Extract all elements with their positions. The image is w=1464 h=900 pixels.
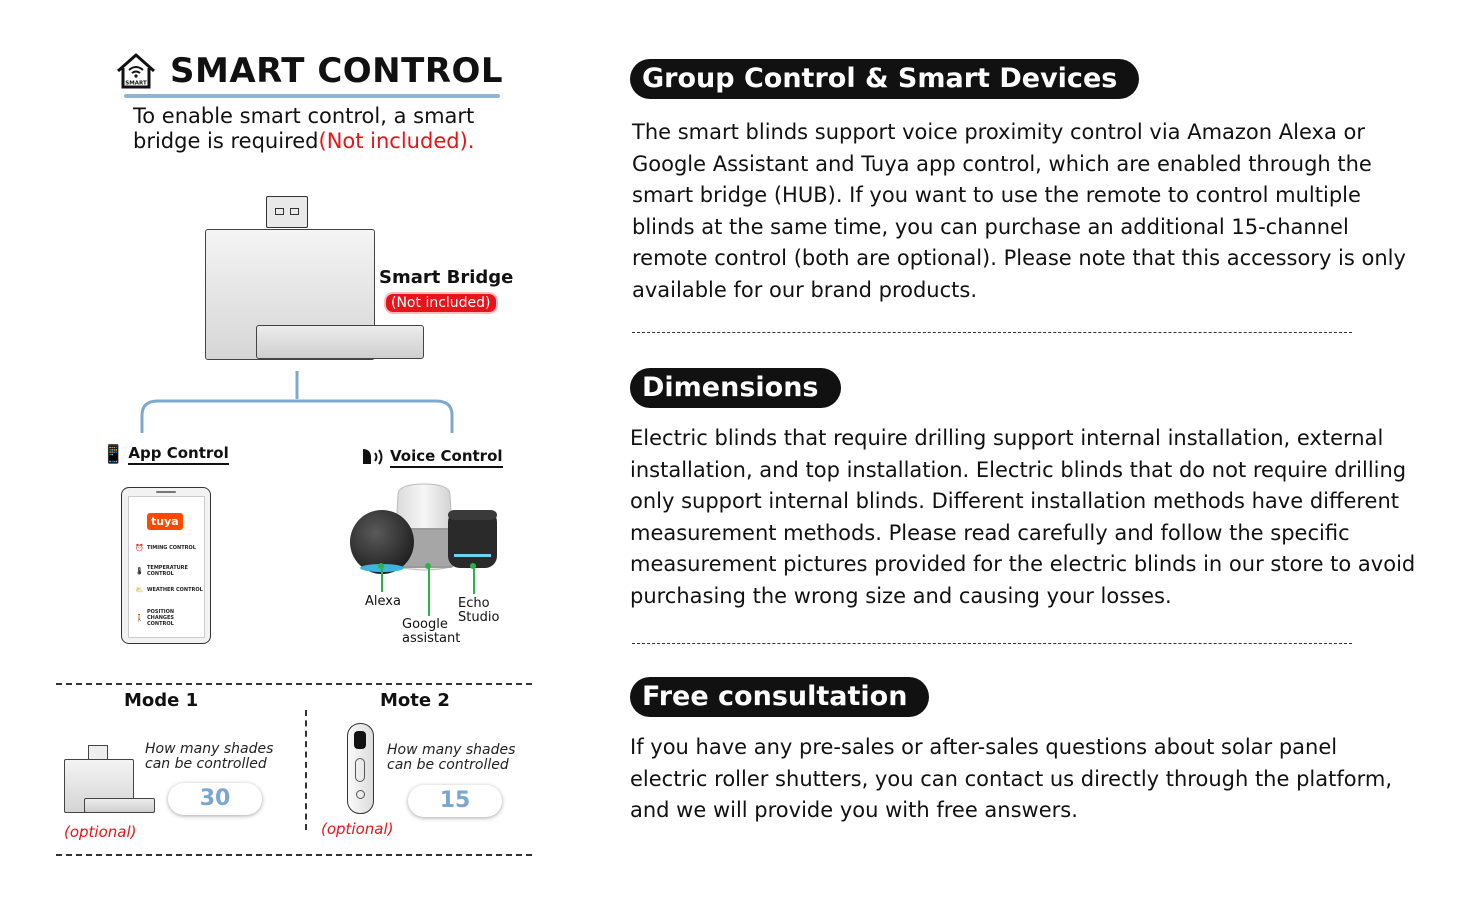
bridge-usb-plug xyxy=(266,196,308,228)
free-consultation-heading: Free consultation xyxy=(630,677,929,717)
subtitle xyxy=(133,104,533,154)
smart-bridge-base xyxy=(256,325,424,359)
voice-control-label xyxy=(360,446,503,468)
smart-home-icon-text: SMART xyxy=(125,80,147,87)
smart-speakers-illustration xyxy=(346,482,502,574)
group-control-heading: Group Control & Smart Devices xyxy=(630,59,1139,99)
mode-bottom-divider xyxy=(56,854,532,856)
alexa-dot xyxy=(378,563,384,569)
section-divider-1 xyxy=(632,332,1352,333)
phone-hand-icon: 📱 xyxy=(102,444,125,465)
phone-row: ⛅ WEATHER CONTROL xyxy=(135,586,203,594)
mode-1-title: Mode 1 xyxy=(124,690,199,711)
app-control-label xyxy=(102,444,229,465)
phone-row: 🌡 TEMPERATURE CONTROL xyxy=(135,565,188,577)
phone-row: ⏰ TIMING CONTROL xyxy=(135,544,196,552)
phone-row: 🚶 POSITION CHANGES CONTROL xyxy=(135,609,175,627)
thermometer-icon: 🌡 xyxy=(135,567,144,575)
mode-center-divider xyxy=(305,710,307,830)
voice-control-text: Voice Control xyxy=(390,447,503,468)
voice-icon xyxy=(360,446,386,468)
mode-1-count: 30 xyxy=(168,783,262,815)
dimensions-heading: Dimensions xyxy=(630,368,841,408)
mode-2-title: Mote 2 xyxy=(380,690,450,711)
mode-1-question: How many shades can be controlled xyxy=(145,741,274,772)
mode-1-bridge-base xyxy=(84,798,155,813)
phone-screen xyxy=(128,496,205,638)
weather-icon: ⛅ xyxy=(135,586,144,594)
title-row xyxy=(114,46,503,96)
phone-illustration xyxy=(121,487,211,644)
google-dot xyxy=(425,563,431,569)
smart-bridge-label: Smart Bridge xyxy=(379,267,514,288)
subtitle-not-included: (Not included). xyxy=(318,129,475,153)
app-control-text: App Control xyxy=(128,444,228,465)
not-included-badge: (Not included) xyxy=(384,292,498,314)
smart-home-icon xyxy=(114,51,158,91)
title-underline xyxy=(124,94,500,98)
section-divider-2 xyxy=(632,643,1352,644)
mode-1-bridge-plug xyxy=(88,745,108,760)
google-pointer xyxy=(428,566,430,616)
alexa-pointer xyxy=(381,566,383,592)
dimensions-body: Electric blinds that require drilling support internal installation, external installation, and top installation. Electric blinds that do not require drilling only support internal blinds. Different installation methods have different measurement methods. Please read carefully and follow the specific measurement pictures provided for the electric blinds in our store to avoid purchasing the wrong size and causing your losses. xyxy=(630,426,1416,608)
google-label: Google assistant xyxy=(402,617,461,646)
tuya-logo: tuya xyxy=(147,513,183,530)
mode-top-divider xyxy=(56,683,532,685)
free-consultation-body: If you have any pre-sales or after-sales questions about solar panel electric roller shutters, you can contact us directly through the platform, and we will provide you with free answers. xyxy=(630,735,1392,822)
alexa-label: Alexa xyxy=(365,594,401,609)
echo-dot xyxy=(470,563,476,569)
subtitle-text: To enable smart control, a smart bridge is required xyxy=(133,104,475,153)
mode-2-count: 15 xyxy=(408,785,502,817)
group-control-body: The smart blinds support voice proximity control via Amazon Alexa or Google Assistant and Tuya app control, which are enabled through the smart bridge (HUB). If you want to use the remote to control multiple blinds at the same time, you can purchase an additional 15-channel remote control (both are optional). Please note that this accessory is only available for our brand products. xyxy=(632,120,1406,302)
mode-1-optional: (optional) xyxy=(64,823,137,841)
echo-pointer xyxy=(473,566,475,594)
walking-icon: 🚶 xyxy=(135,614,144,622)
mode-2-question: How many shades can be controlled xyxy=(387,742,516,773)
connector-lines xyxy=(120,365,480,445)
remote-control-illustration xyxy=(347,723,374,814)
page-title: SMART CONTROL xyxy=(170,51,504,91)
mode-2-optional: (optional) xyxy=(321,820,394,838)
clock-icon: ⏰ xyxy=(135,544,144,552)
echo-label: Echo Studio xyxy=(458,596,500,625)
